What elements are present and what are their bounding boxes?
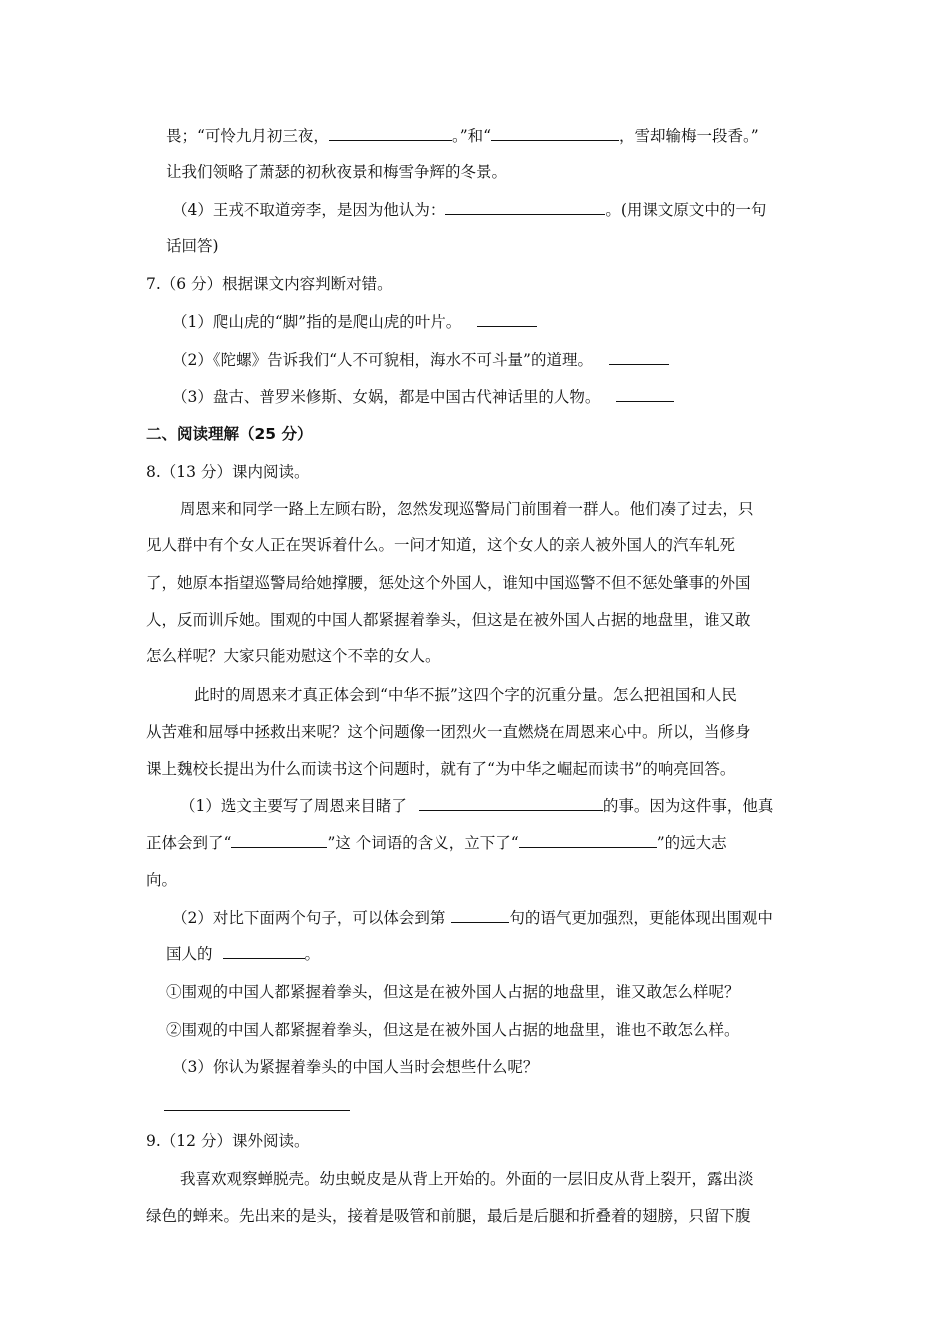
q6-part3-line2: 让我们领略了萧瑟的初秋夜景和梅雪争辉的冬景。 — [166, 163, 508, 181]
q8-sub1-text: ”这 个词语的含义，立下了“ — [327, 834, 519, 852]
q8-sub1-text: （1）选文主要写了周恩来目睹了 — [180, 797, 407, 815]
answer-blank[interactable] — [445, 200, 605, 215]
q8-para1-line: 了，她原本指望巡警局给她撑腰，惩处这个外国人，谁知中国巡警不但不惩处肇事的外国 — [146, 574, 751, 592]
q9-para1-line: 我喜欢观察蝉脱壳。幼虫蜕皮是从背上开始的。外面的一层旧皮从背上裂开，露出淡 — [180, 1170, 754, 1188]
q6-part3-text-c: ，雪却输梅一段香。” — [619, 127, 759, 145]
q8-sub1-text: 的事。因为这件事，他真 — [602, 797, 774, 815]
q7-title: 7.（6 分）根据课文内容判断对错。 — [146, 275, 393, 293]
section-heading: 二、阅读理解（25 分） — [146, 425, 313, 443]
answer-blank[interactable] — [419, 796, 603, 811]
answer-blank[interactable] — [223, 944, 305, 959]
q8-para1-line: 怎么样呢？大家只能劝慰这个不幸的女人。 — [146, 647, 441, 665]
q8-sub2-text: （2）对比下面两个句子，可以体会到第 — [172, 909, 446, 927]
q8-title: 8.（13 分）课内阅读。 — [146, 463, 310, 481]
answer-blank[interactable] — [616, 387, 674, 402]
q7-item-text: （1）爬山虎的“脚”指的是爬山虎的叶片。 — [172, 313, 462, 331]
answer-blank[interactable] — [329, 126, 452, 141]
q9-title: 9.（12 分）课外阅读。 — [146, 1132, 310, 1150]
q8-sub1-text: 正体会到了“ — [146, 834, 232, 852]
answer-blank[interactable] — [519, 833, 657, 848]
q8-para1-line: 人，反而训斥她。围观的中国人都紧握着拳头，但这是在被外国人占据的地盘里，谁又敢 — [146, 611, 751, 629]
q8-sub1-text: ”的远大志 — [656, 834, 727, 852]
answer-blank[interactable] — [491, 126, 619, 141]
q7-item-2 — [172, 350, 669, 370]
q8-sentence-2: ②围观的中国人都紧握着拳头，但这是在被外国人占据的地盘里，谁也不敢怎么样。 — [166, 1021, 740, 1039]
q8-sub1-line1 — [180, 796, 773, 816]
q8-para1-line: 周恩来和同学一路上左顾右盼，忽然发现巡警局门前围着一群人。他们凑了过去，只 — [180, 500, 754, 518]
q8-sub2-line1 — [172, 908, 773, 928]
answer-blank[interactable] — [231, 833, 327, 848]
q6-part3-text-b: 。”和“ — [451, 127, 492, 145]
q8-sub2-line2 — [166, 944, 320, 964]
answer-blank[interactable] — [451, 908, 509, 923]
q6-part4-line2: 话回答) — [166, 237, 219, 255]
q8-para2-line: 课上魏校长提出为什么而读书这个问题时，就有了“为中华之崛起而读书”的响亮回答。 — [146, 760, 736, 778]
q8-sub2-text: 。 — [304, 945, 321, 963]
q6-part4-text-b: 。(用课文原文中的一句 — [605, 201, 767, 219]
q8-sub3: （3）你认为紧握着拳头的中国人当时会想些什么呢？ — [172, 1058, 539, 1076]
q8-sentence-1: ①围观的中国人都紧握着拳头，但这是在被外国人占据的地盘里，谁又敢怎么样呢？ — [166, 983, 740, 1001]
q7-item-text: （3）盘古、普罗米修斯、女娲，都是中国古代神话里的人物。 — [172, 388, 601, 406]
q6-part4-line1 — [172, 200, 766, 220]
q9-para1-line: 绿色的蝉来。先出来的是头，接着是吸管和前腿，最后是后腿和折叠着的翅膀，只留下腹 — [146, 1207, 751, 1225]
q8-para2-line: 此时的周恩来才真正体会到“中华不振”这四个字的沉重分量。怎么把祖国和人民 — [194, 686, 737, 704]
q7-item-3 — [172, 387, 674, 407]
q6-part3-text-a: 畏；“可怜九月初三夜， — [166, 127, 329, 145]
q8-sub2-text: 句的语气更加强烈，更能体现出围观中 — [509, 909, 773, 927]
q6-part4-text-a: （4）王戎不取道旁李，是因为他认为： — [172, 201, 446, 219]
q7-item-1 — [172, 312, 537, 332]
q8-para2-line: 从苦难和屈辱中拯救出来呢？这个问题像一团烈火一直燃烧在周恩来心中。所以，当修身 — [146, 723, 751, 741]
answer-blank[interactable] — [477, 312, 537, 327]
answer-line[interactable] — [164, 1110, 350, 1111]
q7-item-text: （2）《陀螺》告诉我们“人不可貌相，海水不可斗量”的道理。 — [172, 351, 593, 369]
q6-part3-line1 — [166, 126, 759, 146]
answer-blank[interactable] — [609, 350, 669, 365]
q8-para1-line: 见人群中有个女人正在哭诉着什么。一问才知道，这个女人的亲人被外国人的汽车轧死 — [146, 536, 736, 554]
q8-sub2-text: 国人的 — [166, 945, 213, 963]
q8-sub1-line3: 向。 — [146, 871, 178, 889]
q8-sub1-line2 — [146, 833, 727, 853]
